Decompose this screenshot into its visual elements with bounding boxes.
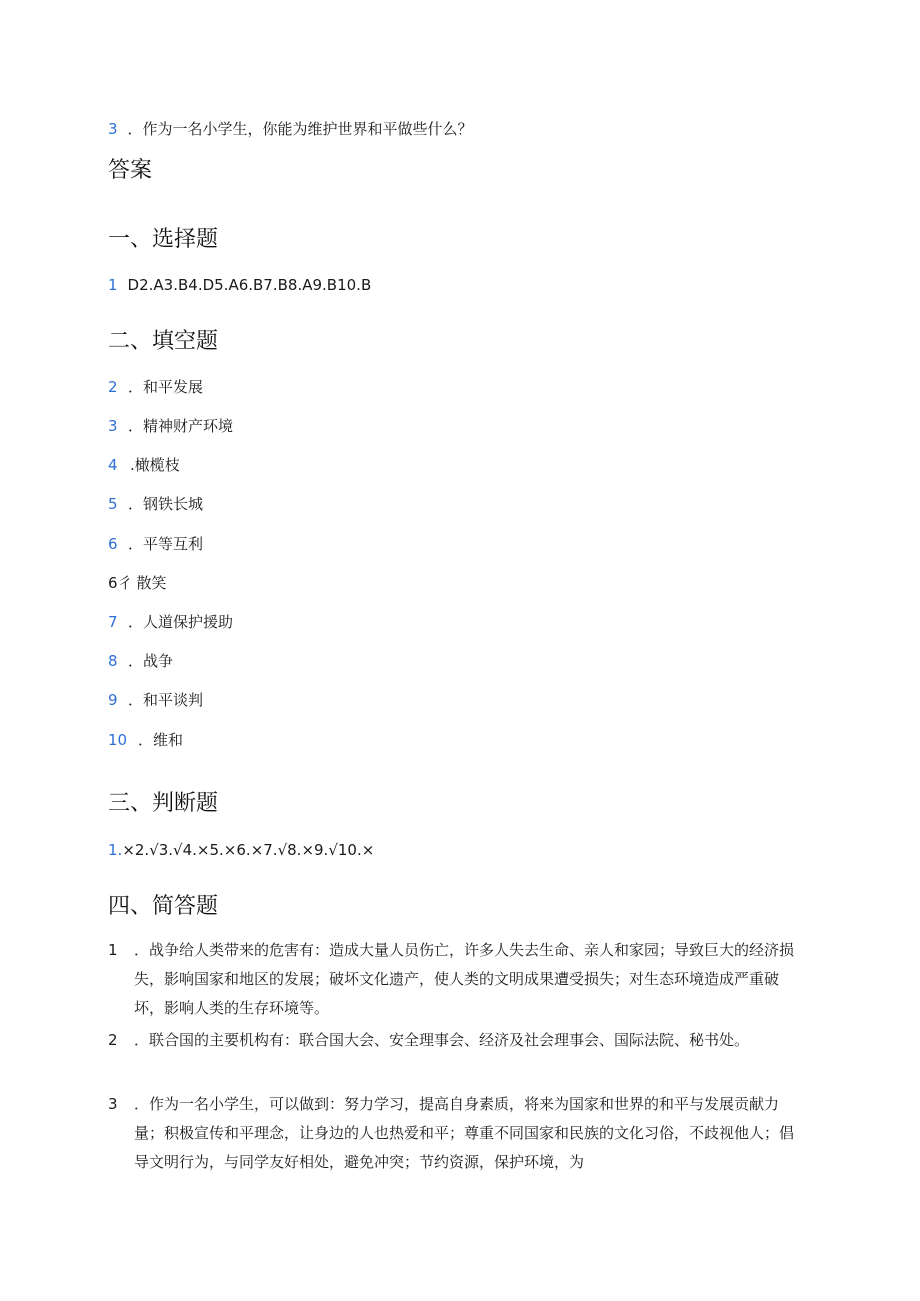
fill-item-number: 3: [108, 417, 118, 435]
fill-item: [108, 651, 173, 671]
fill-item-text: ．和平发展: [128, 378, 204, 396]
fill-item-number: 2: [108, 378, 118, 396]
fill-item-number: 7: [108, 613, 118, 631]
question-text: ．作为一名小学生，你能为维护世界和平做些什么？: [127, 120, 473, 138]
fill-item-number: 10: [108, 731, 128, 749]
choice-answers: [108, 275, 371, 295]
fill-item: [108, 730, 183, 750]
fill-item-text: ．战争: [128, 652, 174, 670]
fill-item: [108, 416, 233, 436]
short-answer-text: ．作为一名小学生，可以做到：努力学习，提高自身素质，将来为国家和世界的和平与发展贡献力量；积极宣传和平理念，让身边的人也热爱和平；尊重不同国家和民族的文化习俗，不歧视他人；倡导文明行为，与同学友好相处，避免冲突；节约资源，保护环境，为: [134, 1095, 795, 1171]
fill-item-text: 散笑: [136, 574, 167, 592]
fill-item: [108, 455, 180, 475]
short-answer-number: 1: [108, 941, 118, 959]
judge-answer-text: ×2.√3.√4.×5.×6.×7.√8.×9.√10.×: [122, 841, 375, 859]
short-answer-text: ．战争给人类带来的危害有：造成大量人员伤亡，许多人失去生命、亲人和家园；导致巨大的经济损失，影响国家和地区的发展；破坏文化遗产，使人类的文明成果遭受损失；对生态环境造成严重破坏，影响人类的生存环境等。: [134, 941, 795, 1017]
short-answer-number: 3: [108, 1095, 118, 1113]
fill-item-number: 6彳: [108, 574, 133, 592]
fill-item-text: ．精神财产环境: [128, 417, 234, 435]
fill-item-text: ．和平谈判: [128, 691, 204, 709]
short-answer-number: 2: [108, 1031, 118, 1049]
choice-answer-text: D2.A3.B4.D5.A6.B7.B8.A9.B10.B: [127, 276, 372, 294]
fill-item: [108, 494, 203, 514]
short-answer-item: [108, 936, 808, 1023]
judge-number: 1.: [108, 841, 123, 859]
choice-number: 1: [108, 276, 118, 294]
fill-item-number: 8: [108, 652, 118, 670]
judge-answers: [108, 840, 374, 860]
fill-item-text: ．人道保护援助: [128, 613, 234, 631]
fill-item-number: 6: [108, 535, 118, 553]
short-answer-item: [108, 1026, 808, 1055]
section-title-judge: 三、判断题: [108, 791, 219, 816]
fill-item: [108, 690, 203, 710]
short-answer-item: [108, 1090, 808, 1177]
section-title-short: 四、简答题: [108, 894, 219, 919]
fill-item-number: 5: [108, 495, 118, 513]
answer-title: 答案: [108, 158, 153, 183]
fill-item-text: ．平等互利: [128, 535, 204, 553]
fill-item: [108, 573, 167, 593]
fill-item-text: .橄榄枝: [130, 456, 180, 474]
fill-item-text: ．维和: [138, 731, 184, 749]
question-number: 3: [108, 120, 118, 138]
fill-item-text: ．钢铁长城: [128, 495, 204, 513]
fill-item: [108, 612, 233, 632]
short-answer-text: ．联合国的主要机构有：联合国大会、安全理事会、经济及社会理事会、国际法院、秘书处。: [134, 1031, 750, 1049]
fill-item-number: 4: [108, 456, 118, 474]
section-title-choice: 一、选择题: [108, 227, 219, 252]
fill-item: [108, 534, 203, 554]
question-3: [108, 119, 473, 139]
section-title-fill: 二、填空题: [108, 329, 219, 354]
fill-item-number: 9: [108, 691, 118, 709]
fill-item: [108, 377, 203, 397]
